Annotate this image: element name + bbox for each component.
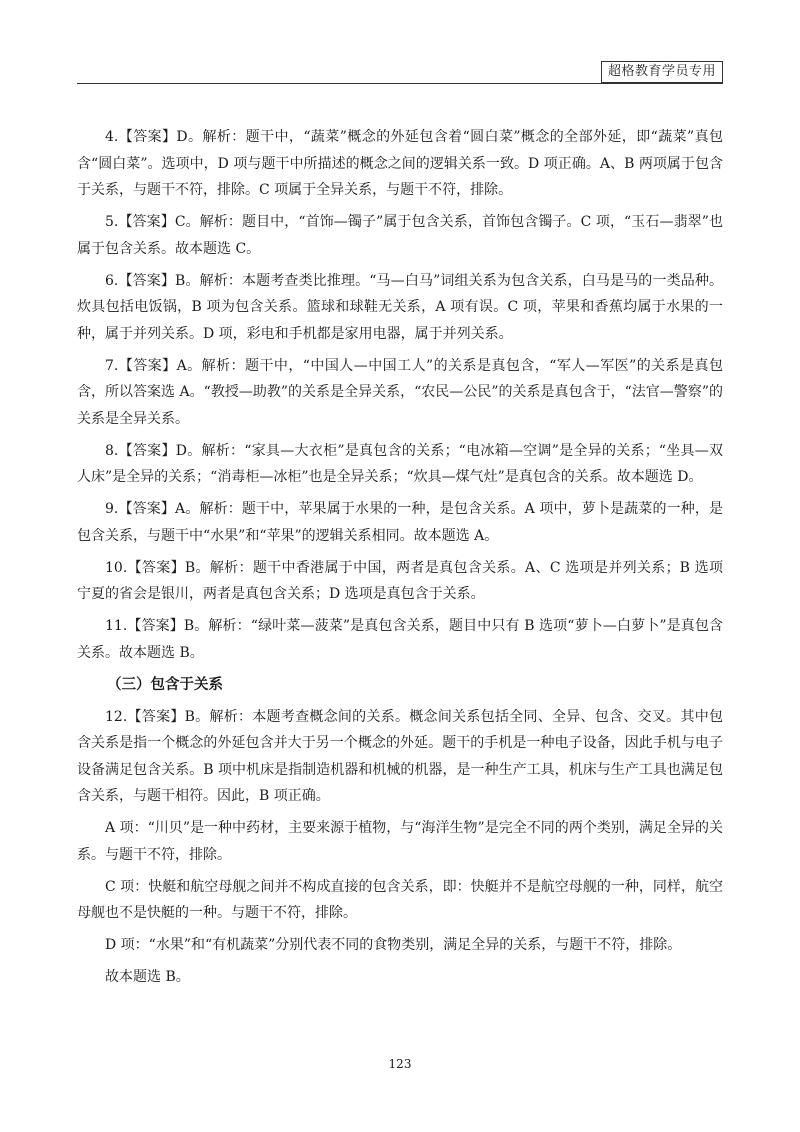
option-c-analysis: C 项：快艇和航空母舰之间并不构成直接的包含关系，即：快艇并不是航空母舰的一种，同样，航空母舰也不是快艇的一种。与题干不符，排除。 <box>77 878 723 921</box>
answer-paragraph-q11: 11.【答案】B。解析：“绿叶菜—菠菜”是真包含关系，题目中只有 B 选项“萝卜—白萝卜”是真包含关系。故本题选 B。 <box>77 618 723 661</box>
option-d-analysis: D 项：“水果”和“有机蔬菜”分别代表不同的食物类别，满足全异的关系，与题干不符，排除。 <box>105 937 682 953</box>
answer-paragraph-q12: 12.【答案】B。解析：本题考查概念间的关系。概念间关系包括全同、全异、包含、交叉。其中包含关系是指一个概念的外延包含并大于另一个概念的外延。题干的手机是一种电子设备，因此手机与电子设备满足包含关系。B 项中机床是指制造机器和机械的机器，是一种生产工具，机床与生产工具也满足包含关系，与题干相符。因此，B 项正确。 <box>77 708 723 804</box>
answer-paragraph-q8: 8.【答案】D。解析：“家具—大衣柜”是真包含的关系；“电冰箱—空调”是全异的关系；“坐具—双人床”是全异的关系；“消毒柜—冰柜”也是全异关系；“炊具—煤气灶”是真包含的关系。故本题选 D。 <box>77 442 723 485</box>
option-a-analysis: A 项：“川贝”是一种中药材，主要来源于植物，与“海洋生物”是完全不同的两个类别，满足全异的关系。与题干不符，排除。 <box>77 820 723 863</box>
conclusion: 故本题选 B。 <box>105 969 190 985</box>
section-heading: （三）包含于关系 <box>107 676 223 693</box>
page-content <box>77 124 723 996</box>
answer-paragraph-q5: 5.【答案】C。解析：题目中，“首饰—镯子”属于包含关系，首饰包含镯子。C 项，“玉石—翡翠”也属于包含关系。故本题选 C。 <box>77 214 723 257</box>
answer-paragraph-q9: 9.【答案】A。解析：题干中，苹果属于水果的一种，是包含关系。A 项中，萝卜是蔬菜的一种，是包含关系，与题干中“水果”和“苹果”的逻辑关系相同。故本题选 A。 <box>77 501 723 544</box>
answer-paragraph-q6: 6.【答案】B。解析：本题考查类比推理。“马—白马”词组关系为包含关系，白马是马的一类品种。炊具包括电饭锅，B 项为包含关系。篮球和球鞋无关系，A 项有误。C 项，苹果和香蕉均属于水果的一种，属于并列关系。D 项，彩电和手机都是家用电器，属于并列关系。 <box>77 272 723 342</box>
answer-paragraph-q10: 10.【答案】B。解析：题干中香港属于中国，两者是真包含关系。A、C 选项是并列关系；B 选项宁夏的省会是银川，两者是真包含关系；D 选项是真包含于关系。 <box>77 559 723 602</box>
answer-paragraph-q4: 4.【答案】D。解析：题干中，“蔬菜”概念的外延包含着“圆白菜”概念的全部外延，即“蔬菜”真包含“圆白菜”。选项中，D 项与题干中所描述的概念之间的逻辑关系一致。D 项正确。A、B 两项属于包含于关系，与题干不符，排除。C 项属于全异关系，与题干不符，排除。 <box>77 129 723 198</box>
header-label: 超格教育学员专用 <box>601 61 723 83</box>
header-rule <box>77 83 723 84</box>
page-number: 123 <box>388 1057 412 1071</box>
answer-paragraph-q7: 7.【答案】A。解析：题干中，“中国人—中国工人”的关系是真包含，“军人—军医”的关系是真包含，所以答案选 A。“教授—助教”的关系是全异关系，“农民—公民”的关系是真包含于，“法官—警察”的关系是全异关系。 <box>77 357 723 427</box>
